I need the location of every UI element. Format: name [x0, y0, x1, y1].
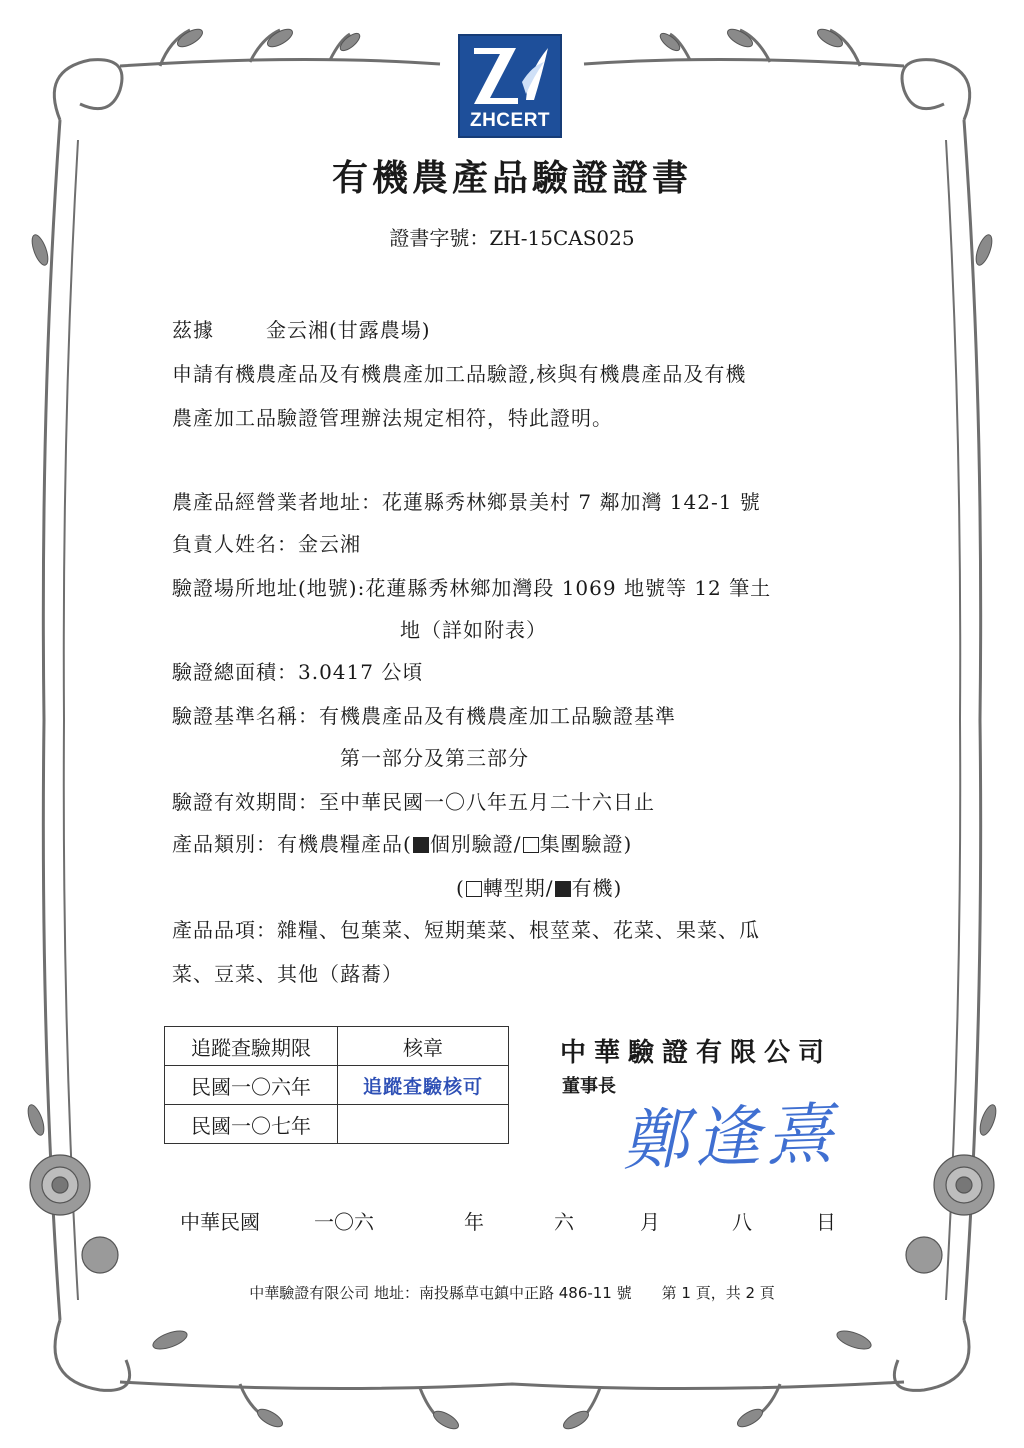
validity-period: 驗證有效期間：至中華民國一〇八年五月二十六日止 — [172, 790, 655, 814]
standard-name-line-2: 第一部分及第三部分 — [340, 746, 529, 770]
product-category-stage — [456, 872, 622, 901]
issue-date — [0, 1206, 1024, 1236]
row-stamp — [338, 1105, 509, 1144]
header-period: 追蹤查驗期限 — [165, 1027, 338, 1066]
table-row — [165, 1105, 509, 1144]
header-stamp: 核章 — [338, 1027, 509, 1066]
product-category-option-individual: 個別驗證/ — [429, 832, 522, 856]
site-address-line-2: 地（詳如附表） — [400, 618, 547, 642]
issuer-company: 中華驗證有限公司 — [560, 1038, 833, 1068]
issuer-title: 董事長 — [562, 1076, 616, 1097]
date-month: 六 — [554, 1210, 574, 1234]
table-header-row — [165, 1027, 509, 1066]
certificate-title: 有機農產品驗證證書 — [331, 157, 692, 199]
date-month-unit: 月 — [640, 1210, 660, 1234]
row-period: 民國一〇六年 — [165, 1066, 338, 1105]
site-address-line-1: 驗證場所地址(地號):花蓮縣秀林鄉加灣段 1069 地號等 12 筆土 — [172, 576, 772, 600]
intro-line-2: 農產加工品驗證管理辦法規定相符，特此證明。 — [172, 406, 613, 430]
unchecked-box-icon — [466, 881, 482, 897]
applicant-name: 金云湘(甘露農場) — [266, 318, 431, 342]
certified-area: 驗證總面積：3.0417 公頃 — [172, 660, 424, 684]
date-year: 一〇六 — [314, 1210, 374, 1234]
standard-name-line-1: 驗證基準名稱：有機農產品及有機農產加工品驗證基準 — [172, 704, 676, 728]
date-day-unit: 日 — [816, 1210, 836, 1234]
product-category-prefix: 產品類別：有機農糧產品( — [172, 832, 412, 856]
approval-stamp: 追蹤查驗核可 — [338, 1066, 509, 1105]
unchecked-box-icon — [523, 837, 539, 853]
trace-inspection-table — [164, 1026, 509, 1144]
product-items-line-2: 菜、豆菜、其他（蕗蕎） — [172, 962, 403, 986]
date-day: 八 — [732, 1210, 752, 1234]
logo-text: ZHCERT — [469, 110, 551, 131]
product-category — [172, 828, 632, 857]
checked-box-icon — [555, 881, 571, 897]
certificate-number: 證書字號：ZH-15CAS025 — [389, 226, 635, 250]
table-row — [165, 1066, 509, 1105]
stage-prefix: ( — [456, 876, 465, 900]
row-period: 民國一〇七年 — [165, 1105, 338, 1144]
stage-option-transition: 轉型期/ — [482, 876, 554, 900]
product-category-option-group: 集團驗證) — [539, 832, 633, 856]
footer-address-page: 中華驗證有限公司 地址：南投縣草屯鎮中正路 486-11 號 第 1 頁，共 2 頁 — [249, 1284, 775, 1302]
intro-line-1: 申請有機農產品及有機農產加工品驗證,核與有機農產品及有機 — [172, 362, 747, 386]
responsible-person: 負責人姓名：金云湘 — [172, 532, 361, 556]
chairman-signature: 鄭逢熹 — [620, 1095, 840, 1180]
product-items-line-1: 產品品項：雜糧、包葉菜、短期葉菜、根莖菜、花菜、果菜、瓜 — [172, 918, 760, 942]
operator-address: 農產品經營業者地址：花蓮縣秀林鄉景美村 7 鄰加灣 142-1 號 — [172, 490, 761, 514]
date-year-unit: 年 — [464, 1210, 484, 1234]
stage-option-organic: 有機) — [571, 876, 623, 900]
date-era: 中華民國 — [180, 1210, 260, 1234]
checked-box-icon — [413, 837, 429, 853]
intro-prefix: 茲據 — [172, 318, 214, 342]
zhcert-logo-mark-icon — [468, 42, 554, 110]
zhcert-logo — [458, 34, 562, 138]
